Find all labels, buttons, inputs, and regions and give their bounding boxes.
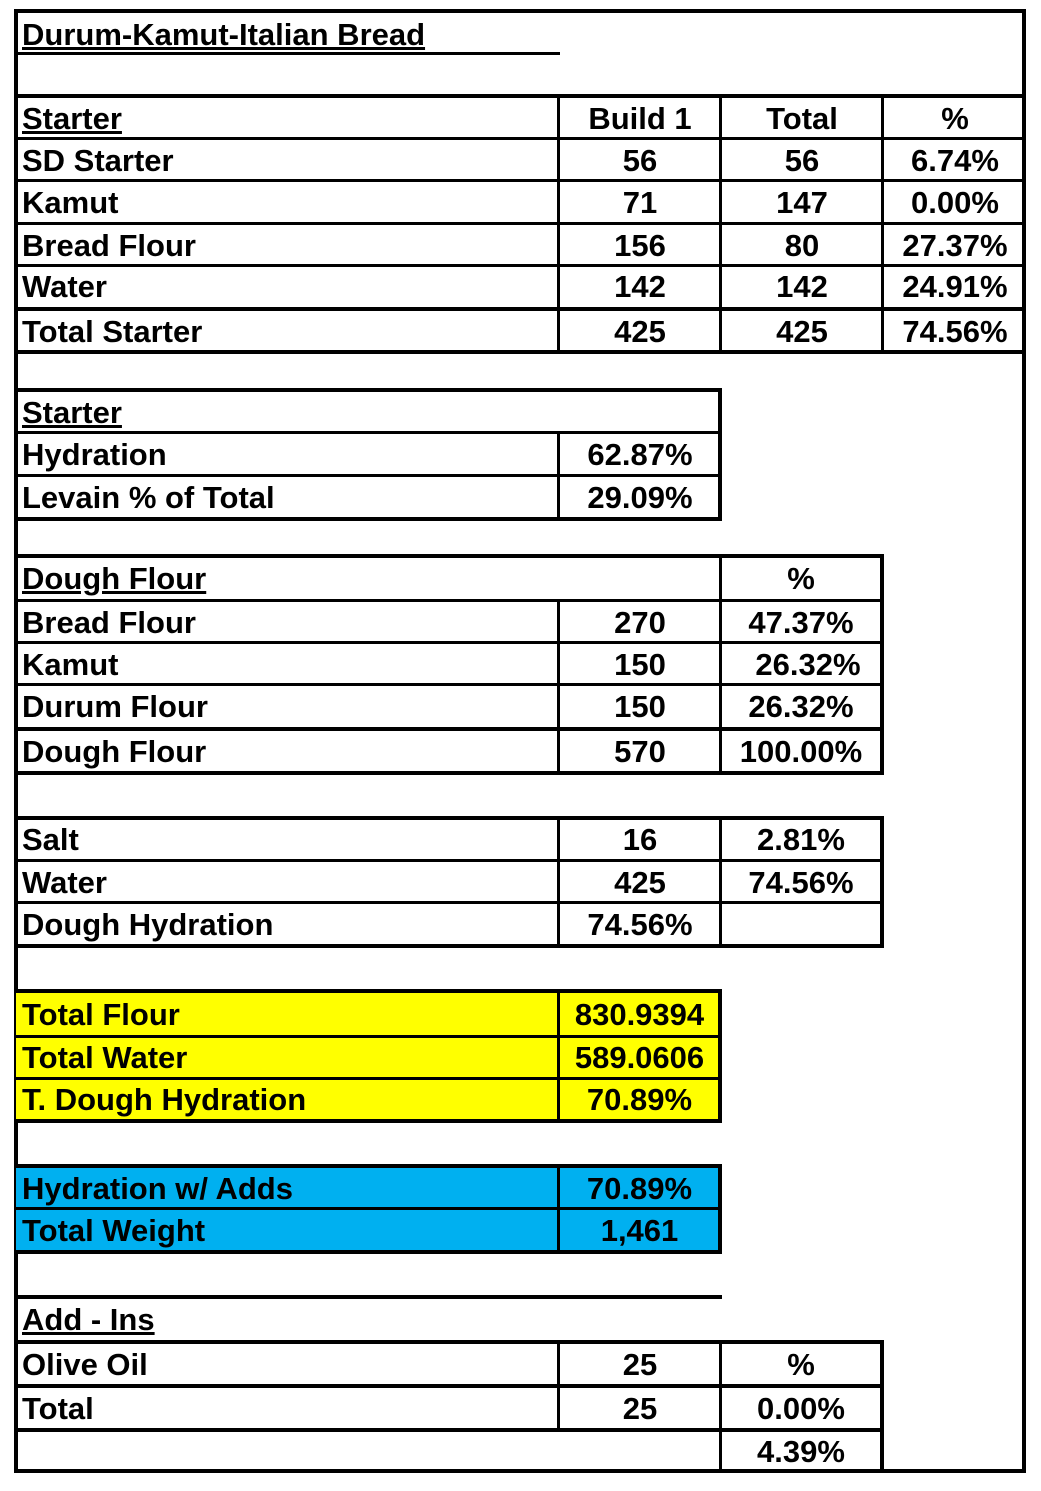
starter-row-pct: 6.74% <box>911 142 999 178</box>
starter-row-build: 156 <box>614 227 666 263</box>
total-weight-value: 1,461 <box>560 1210 719 1250</box>
dough-flour-heading: Dough Flour <box>22 560 207 596</box>
starter-row-build: 71 <box>622 184 658 220</box>
total-water-label: Total Water <box>16 1037 558 1077</box>
water-label: Water <box>22 864 107 900</box>
olive-oil-grams: 25 <box>622 1346 658 1382</box>
dough-flour-row-pct: 26.32% <box>748 688 854 724</box>
add-ins-heading: Add - Ins <box>22 1301 155 1337</box>
starter-row-total: 147 <box>776 184 828 220</box>
dough-flour-row-grams: 150 <box>614 688 666 724</box>
dough-flour-row-pct: 26.32% <box>755 646 861 682</box>
dough-flour-row-grams: 150 <box>614 646 666 682</box>
dough-flour-row-label: Bread Flour <box>22 604 196 640</box>
starter-row-total: 80 <box>784 227 820 263</box>
starter-row-total: 56 <box>784 142 820 178</box>
olive-oil-label: Olive Oil <box>22 1346 148 1382</box>
dough-flour-total-label: Dough Flour <box>22 733 207 769</box>
total-flour-value: 830.9394 <box>560 993 719 1035</box>
hydration-adds-value: 70.89% <box>560 1168 719 1208</box>
total-flour-label: Total Flour <box>16 993 558 1035</box>
dough-flour-total-grams: 570 <box>614 733 666 769</box>
starter-row-pct: 0.00% <box>911 184 999 220</box>
starter-row-total: 142 <box>776 268 828 304</box>
levain-label: Levain % of Total <box>22 479 275 515</box>
t-dough-hydration-label: T. Dough Hydration <box>16 1079 558 1119</box>
starter-total-label: Total Starter <box>22 313 203 349</box>
water-pct: 74.56% <box>748 864 854 900</box>
starter-row-pct: 27.37% <box>902 227 1008 263</box>
add-ins-total-label: Total <box>22 1390 94 1426</box>
add-ins-total-pct: 0.00% <box>757 1390 845 1426</box>
dough-flour-row-grams: 270 <box>614 604 666 640</box>
total-weight-label: Total Weight <box>16 1210 558 1250</box>
dough-hydration-empty <box>722 904 880 944</box>
dough-flour-row-label: Durum Flour <box>22 688 208 724</box>
salt-label: Salt <box>22 821 79 857</box>
levain-value: 29.09% <box>587 479 693 515</box>
starter-row-build: 56 <box>622 142 658 178</box>
starter-header-build: Build 1 <box>588 100 692 136</box>
add-ins-total-grams: 25 <box>622 1390 658 1426</box>
title-underline <box>18 52 560 55</box>
page-title: Durum-Kamut-Italian Bread <box>22 16 426 52</box>
t-dough-hydration-value: 70.89% <box>560 1079 719 1119</box>
starter-row-label: Kamut <box>22 184 119 220</box>
starter-row-label: SD Starter <box>22 142 174 178</box>
salt-grams: 16 <box>622 821 658 857</box>
dough-flour-row-label: Kamut <box>22 646 119 682</box>
starter-row-label: Water <box>22 268 107 304</box>
add-ins-pct-header: % <box>787 1346 815 1382</box>
starter-total-total: 425 <box>776 313 828 349</box>
starter-total-build: 425 <box>614 313 666 349</box>
dough-flour-pct-header: % <box>787 560 815 596</box>
hydration-adds-label: Hydration w/ Adds <box>16 1168 558 1208</box>
starter-row-label: Bread Flour <box>22 227 196 263</box>
salt-pct: 2.81% <box>757 821 845 857</box>
starter-row-pct: 24.91% <box>902 268 1008 304</box>
water-grams: 425 <box>614 864 666 900</box>
starter-total-pct: 74.56% <box>902 313 1008 349</box>
dough-hydration-label: Dough Hydration <box>22 906 274 942</box>
dough-flour-total-pct: 100.00% <box>739 733 863 769</box>
starter-header-pct: % <box>941 100 969 136</box>
starter-header-total: Total <box>766 100 838 136</box>
hydration-label: Hydration <box>22 436 167 472</box>
total-water-value: 589.0606 <box>560 1037 719 1077</box>
add-ins-extra-pct: 4.39% <box>757 1433 845 1469</box>
starter-row-build: 142 <box>614 268 666 304</box>
dough-hydration-value: 74.56% <box>587 906 693 942</box>
starter-info-heading: Starter <box>22 394 122 430</box>
hydration-value: 62.87% <box>587 436 693 472</box>
starter-header-label: Starter <box>22 100 122 136</box>
dough-flour-row-pct: 47.37% <box>748 604 854 640</box>
